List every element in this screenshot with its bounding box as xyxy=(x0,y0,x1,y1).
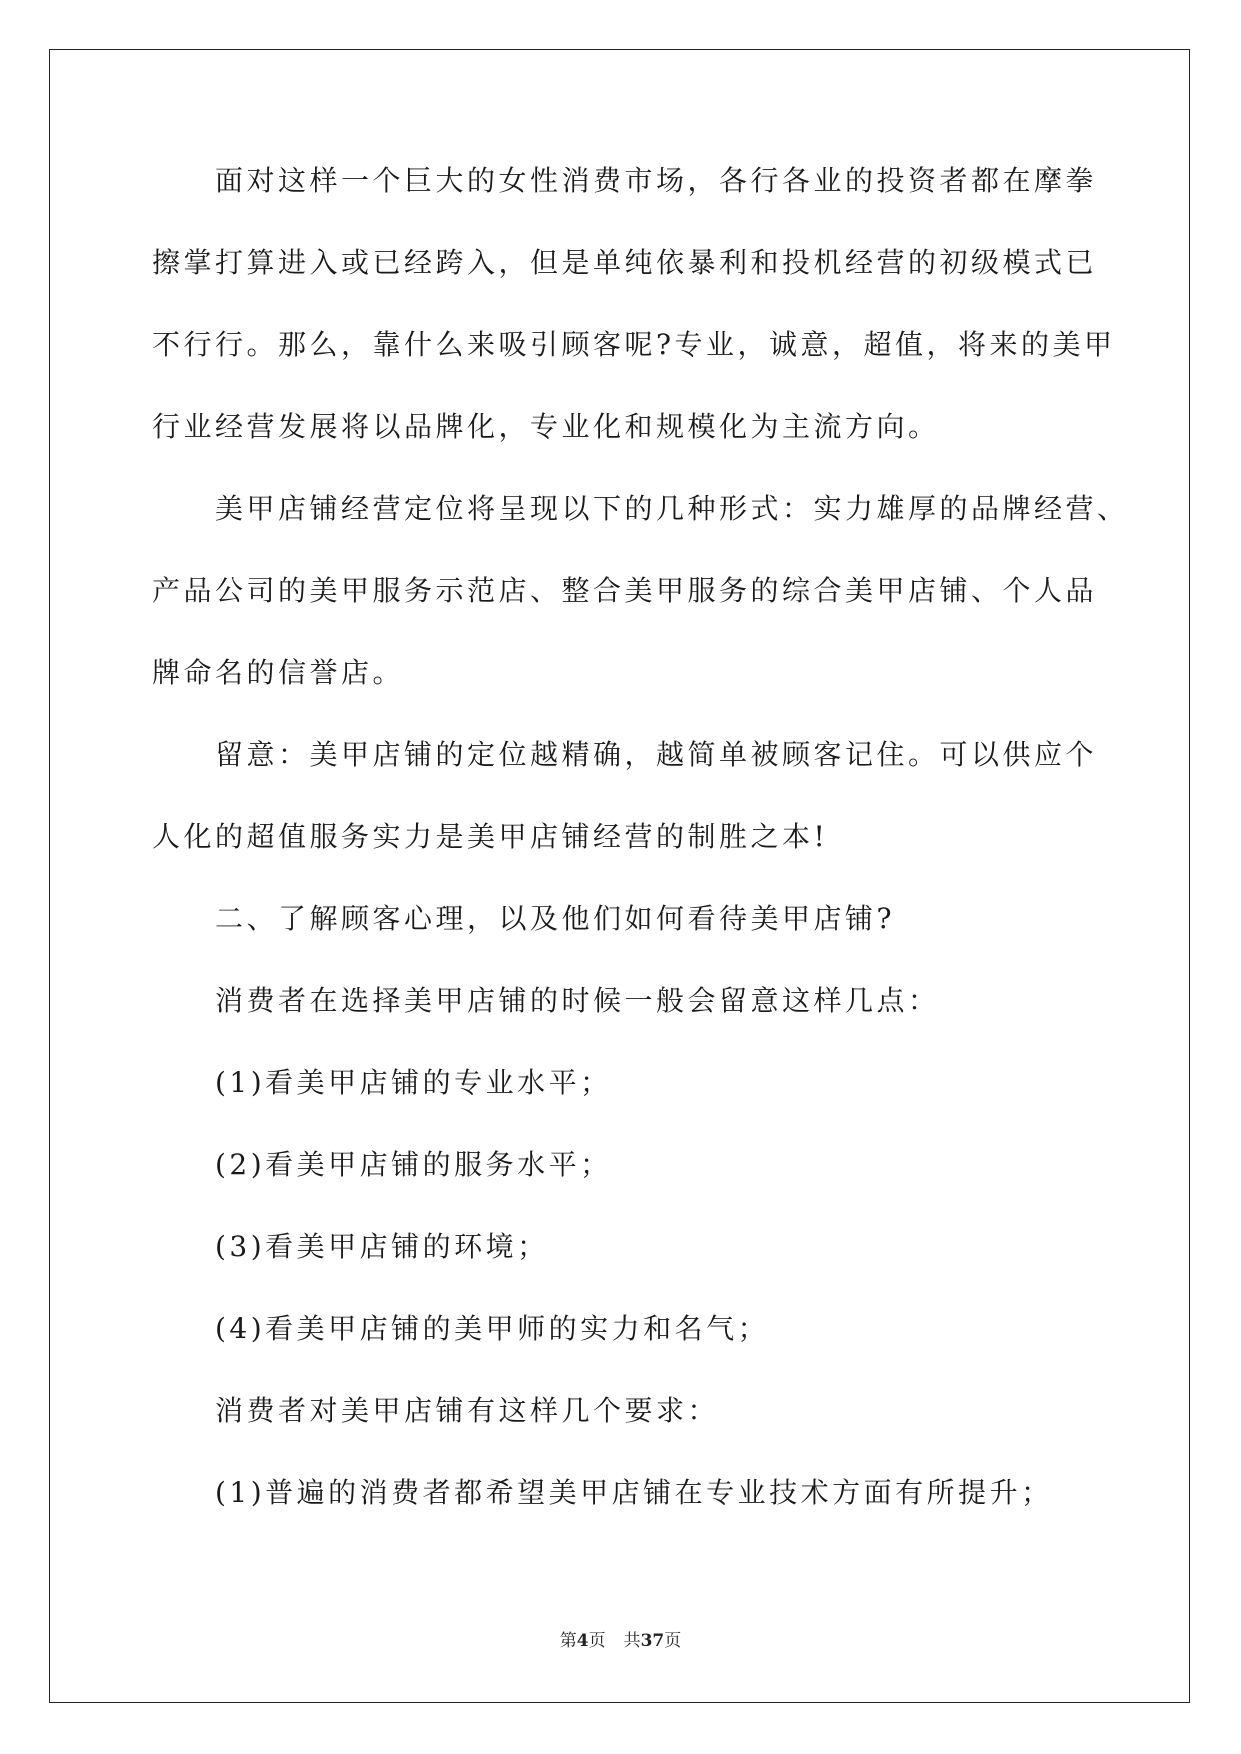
list-item: (1)普遍的消费者都希望美甲店铺在专业技术方面有所提升； xyxy=(215,1476,1053,1509)
page-footer xyxy=(0,1626,1241,1651)
list-item: (4)看美甲店铺的美甲师的实力和名气； xyxy=(215,1312,770,1345)
paragraph-line: 擦掌打算进入或已经跨入，但是单纯依暴利和投机经营的初级模式已 xyxy=(152,246,1098,279)
total-pages: 37 xyxy=(640,1631,665,1651)
paragraph-line: 面对这样一个巨大的女性消费市场，各行各业的投资者都在摩拳 xyxy=(215,164,1098,197)
total-suffix: 页 xyxy=(664,1631,682,1651)
paragraph-line: 行业经营发展将以品牌化，专业化和规模化为主流方向。 xyxy=(152,410,940,443)
list-item: (1)看美甲店铺的专业水平； xyxy=(215,1066,612,1099)
document-body xyxy=(152,160,1129,1554)
paragraph-line: 不行行。那么，靠什么来吸引顾客呢?专业，诚意，超值，将来的美甲 xyxy=(152,328,1116,361)
list-item: (3)看美甲店铺的环境； xyxy=(215,1230,549,1263)
paragraph-line: 留意：美甲店铺的定位越精确，越简单被顾客记住。可以供应个 xyxy=(215,738,1098,771)
paragraph-line: 美甲店铺经营定位将呈现以下的几种形式：实力雄厚的品牌经营、 xyxy=(215,492,1129,525)
list-item: (2)看美甲店铺的服务水平； xyxy=(215,1148,612,1181)
paragraph-line: 人化的超值服务实力是美甲店铺经营的制胜之本! xyxy=(152,820,829,853)
total-prefix: 共 xyxy=(623,1631,641,1651)
paragraph-line: 消费者在选择美甲店铺的时候一般会留意这样几点： xyxy=(215,984,940,1017)
page-number: 4 xyxy=(576,1631,589,1651)
paragraph-line: 产品公司的美甲服务示范店、整合美甲服务的综合美甲店铺、个人品 xyxy=(152,574,1098,607)
paragraph-line: 牌命名的信誉店。 xyxy=(152,656,405,689)
paragraph-line: 消费者对美甲店铺有这样几个要求： xyxy=(215,1394,720,1427)
page-suffix: 页 xyxy=(588,1631,606,1651)
page-prefix: 第 xyxy=(559,1631,577,1651)
section-heading: 二、了解顾客心理，以及他们如何看待美甲店铺? xyxy=(215,902,896,935)
